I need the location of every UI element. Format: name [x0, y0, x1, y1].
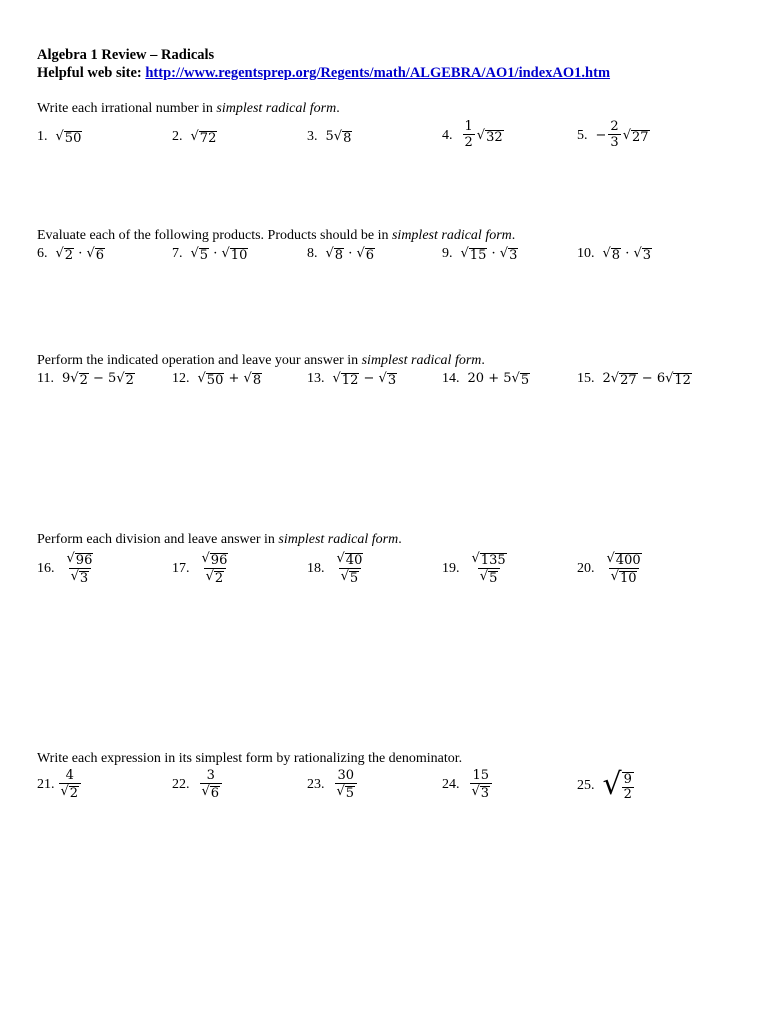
problem-18: 18. √ 40 √ 5: [307, 551, 363, 587]
problem-2: 2. √ 72: [172, 129, 217, 146]
radicand: 12: [674, 373, 691, 388]
denominator-radicand: 3: [480, 786, 490, 801]
problem-7: 7. √ 5 · √ 10: [172, 246, 248, 263]
section-1-emphasis: simplest radical form: [216, 101, 337, 116]
radicand: 8: [334, 248, 344, 263]
numerator-radicand: 96: [210, 553, 228, 568]
radicand: 5: [520, 373, 530, 388]
radicand: 2: [79, 373, 88, 388]
radicand: 72: [199, 131, 217, 146]
numerator: 4: [65, 768, 74, 783]
radicand: 8: [252, 373, 262, 388]
radicand: 50: [64, 131, 82, 146]
problem-5: 5. − $\frac{2}{3}$ √ 27: [577, 119, 649, 150]
denominator-radicand: 5: [349, 571, 359, 587]
problem-25: 25. √ $\frac{9}{2}$: [577, 767, 632, 802]
section-1-instructions: [37, 100, 340, 117]
fraction-numerator: 2: [610, 119, 619, 134]
problem-number: 20.: [577, 561, 595, 577]
inner-numerator: 9: [623, 772, 632, 787]
operator: +: [488, 371, 500, 386]
problem-8: 8. √ 8 · √ 6: [307, 246, 375, 263]
problem-number: 22.: [172, 777, 190, 793]
section-2-emphasis: simplest radical form: [391, 228, 512, 243]
page-title: Algebra 1 Review – Radicals: [37, 47, 215, 63]
section-5-lead: Write each expression in its simplest form by rationalizing the denominator.: [37, 751, 463, 766]
problem-number: 3.: [307, 129, 318, 144]
operator: −: [92, 371, 104, 386]
problem-6: 6. √ 2 · √ 6: [37, 246, 105, 263]
radicand: 8: [611, 248, 621, 263]
problem-13: 13. √ 12 − √ 3: [307, 371, 397, 388]
section-4-tail: .: [398, 532, 402, 547]
sign: −: [595, 127, 607, 143]
section-3-tail: .: [481, 353, 485, 368]
problem-number: 2.: [172, 129, 183, 144]
operator: ·: [348, 246, 353, 261]
problem-16: 16. √ 96 √ 3: [37, 551, 93, 587]
radicand: 6: [365, 248, 375, 263]
problem-number: 18.: [307, 561, 325, 577]
numerator: 30: [337, 768, 355, 783]
problem-number: 9.: [442, 246, 453, 261]
constant: 20: [467, 371, 485, 386]
problem-number: 21.: [37, 777, 55, 793]
problem-15: 15. 2 √ 27 − 6 √ 12: [577, 371, 691, 388]
denominator-radicand: 5: [345, 786, 355, 801]
coefficient: 9: [61, 371, 71, 386]
problem-9: 9. √ 15 · √ 3: [442, 246, 518, 263]
problem-11: 11. 9 √ 2 − 5 √ 2: [37, 371, 134, 388]
operator: +: [228, 371, 240, 386]
problem-number: 16.: [37, 561, 55, 577]
operator: ·: [491, 246, 496, 261]
radicand: 32: [486, 129, 503, 145]
helpful-site-label: Helpful web site:: [37, 65, 142, 81]
radicand: 6: [95, 248, 105, 263]
coefficient: 5: [503, 371, 512, 386]
operator: −: [641, 371, 653, 386]
section-1-lead: Write each irrational number in: [37, 101, 217, 116]
problem-3: 3. 5 √ 8: [307, 129, 352, 146]
problem-number: 7.: [172, 246, 183, 261]
operator: ·: [625, 246, 630, 261]
radicand: 50: [206, 373, 224, 388]
section-2-instructions: [37, 227, 515, 244]
denominator-radicand: 2: [214, 571, 224, 587]
numerator: 3: [206, 768, 215, 783]
radicand: 3: [509, 248, 518, 263]
section-3-instructions: [37, 352, 485, 369]
regentsprep-link[interactable]: http://www.regentsprep.org/Regents/math/ALGEBRA/AO1/indexAO1.htm: [145, 65, 611, 81]
problem-number: 19.: [442, 561, 460, 577]
problem-1: 1. √ 50: [37, 129, 82, 146]
denominator-radicand: 5: [489, 571, 498, 587]
problem-number: 8.: [307, 246, 318, 261]
inner-denominator: 2: [623, 787, 632, 802]
problem-17: 17. √ 96 √ 2: [172, 551, 228, 587]
problem-23: 23. 30 √ 5: [307, 768, 359, 801]
problem-19: 19. √ 135 √ 5: [442, 551, 506, 587]
radicand: 5: [199, 248, 209, 263]
problem-14: 14. 20 + 5 √ 5: [442, 371, 530, 388]
problem-number: 15.: [577, 371, 595, 386]
radicand: 2: [64, 248, 74, 263]
numerator-radicand: 400: [615, 553, 641, 568]
numerator: 15: [472, 768, 490, 783]
operator: −: [363, 371, 375, 386]
section-2-lead: Evaluate each of the following products. Products should be in: [37, 228, 392, 243]
numerator-radicand: 40: [345, 553, 363, 568]
section-4-instructions: [37, 531, 402, 548]
fraction-denominator: 2: [464, 135, 473, 150]
numerator-radicand: 135: [480, 553, 506, 568]
section-4-emphasis: simplest radical form: [278, 532, 399, 547]
fraction-denominator: 3: [610, 135, 619, 150]
helpful-site-line: [37, 65, 610, 82]
coefficient: 5: [108, 371, 117, 386]
radicand: 10: [230, 248, 248, 263]
radicand: 3: [642, 248, 652, 263]
problem-number: 6.: [37, 246, 48, 261]
problem-number: 24.: [442, 777, 460, 793]
problem-number: 23.: [307, 777, 325, 793]
problem-4: 4. $\frac{1}{2}$ √ 32: [442, 119, 503, 150]
problem-10: 10. √ 8 · √ 3: [577, 246, 652, 263]
radicand: 3: [387, 373, 397, 388]
problem-number: 13.: [307, 371, 325, 386]
problem-number: 14.: [442, 371, 460, 386]
problem-22: 22. 3 √ 6: [172, 768, 224, 801]
section-3-emphasis: simplest radical form: [361, 353, 482, 368]
problem-number: 17.: [172, 561, 190, 577]
problem-12: 12. √ 50 + √ 8: [172, 371, 262, 388]
operator: ·: [78, 246, 83, 261]
problem-21: 21. 4 √ 2: [37, 768, 83, 801]
numerator-radicand: 96: [75, 553, 93, 568]
problem-number: 1.: [37, 129, 48, 144]
section-3-lead: Perform the indicated operation and leave your answer in: [37, 353, 362, 368]
coefficient: 2: [602, 371, 611, 386]
operator: ·: [213, 246, 218, 261]
problem-number: 12.: [172, 371, 190, 386]
radicand: 27: [631, 129, 649, 145]
denominator-radicand: 6: [210, 786, 220, 801]
section-5-instructions: [37, 750, 462, 767]
fraction-numerator: 1: [464, 119, 473, 134]
radicand: 27: [620, 373, 637, 388]
section-1-tail: .: [336, 101, 340, 116]
problem-24: 24. 15 √ 3: [442, 768, 494, 801]
denominator-radicand: 2: [69, 786, 79, 801]
radicand: 8: [343, 131, 352, 146]
denominator-radicand: 3: [79, 571, 89, 587]
problem-number: 11.: [37, 371, 54, 386]
problem-20: 20. √ 400 √ 10: [577, 551, 641, 587]
problem-number: 5.: [577, 127, 588, 143]
section-4-lead: Perform each division and leave answer in: [37, 532, 279, 547]
coefficient: 6: [656, 371, 666, 386]
radicand: 12: [341, 373, 359, 388]
section-2-tail: .: [511, 228, 516, 243]
radicand: 2: [125, 373, 134, 388]
problem-number: 4.: [442, 127, 453, 143]
radicand: 15: [469, 248, 487, 263]
problem-number: 10.: [577, 246, 595, 261]
problem-number: 25.: [577, 777, 595, 793]
coefficient: 5: [325, 129, 334, 144]
denominator-radicand: 10: [619, 571, 637, 587]
